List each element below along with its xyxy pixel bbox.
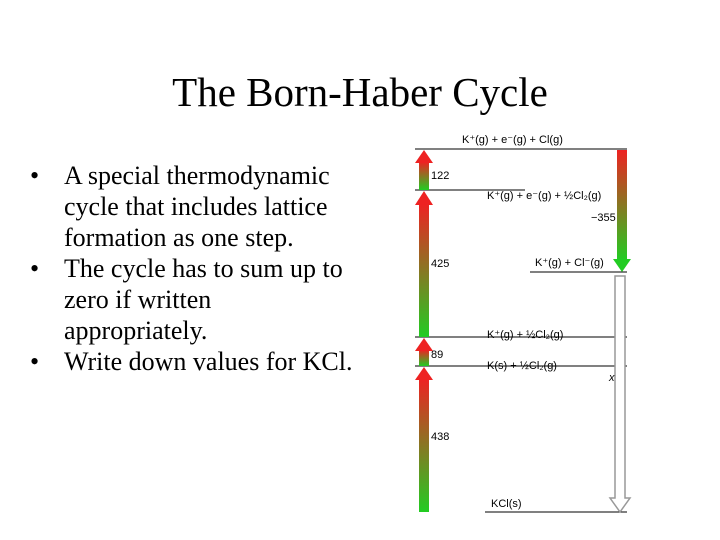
slide-title: The Born-Haber Cycle [172, 69, 548, 115]
value-122: 122 [431, 170, 450, 182]
value-425: 425 [431, 258, 450, 270]
level-label-kgas: K⁺(g) + ½Cl₂(g) [487, 329, 564, 341]
level-label-kcl: KCl(s) [491, 498, 522, 510]
bullet-item [30, 253, 360, 346]
bullet-list [30, 160, 360, 377]
level-label-elements: K(s) + ½Cl₂(g) [487, 360, 557, 372]
bullet-text: Write down values for KCl. [64, 347, 353, 376]
value-89: 89 [431, 349, 444, 361]
value-minus-355: −355 [591, 212, 616, 224]
level-label-second: K⁺(g) + e⁻(g) + ½Cl₂(g) [487, 190, 602, 202]
arrow-minus-355 [613, 150, 631, 272]
level-label-ionic: K⁺(g) + Cl⁻(g) [535, 257, 604, 269]
value-438: 438 [431, 431, 450, 443]
bullet-item [30, 160, 360, 253]
bullet-dot-icon: • [30, 347, 40, 376]
bullet-text: A special thermodynamic cycle that includes lattice formation as one step. [64, 161, 330, 252]
arrow-lattice-x [610, 276, 630, 512]
value-x: x [609, 372, 615, 384]
level-label-top: K⁺(g) + e⁻(g) + Cl(g) [462, 134, 563, 146]
bullet-dot-icon: • [30, 161, 40, 190]
born-haber-diagram [405, 126, 635, 518]
bullet-dot-icon: • [30, 254, 40, 283]
bullet-text: The cycle has to sum up to zero if written appropriately. [64, 254, 343, 345]
bullet-item [30, 346, 360, 377]
